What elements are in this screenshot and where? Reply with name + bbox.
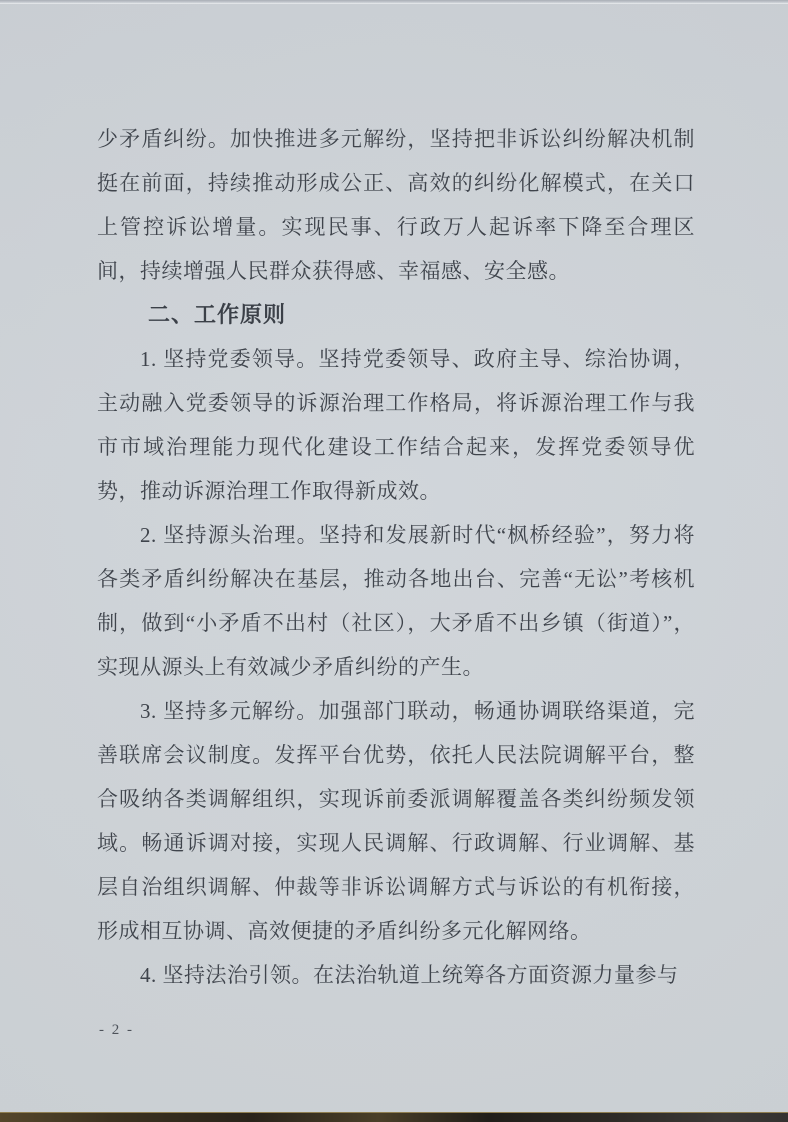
paragraph-continuation: 少矛盾纠纷。加快推进多元解纷，坚持把非诉讼纠纷解决机制挺在前面，持续推动形成公正、高效的纠纷化解模式，在关口上管控诉讼增量。实现民事、行政万人起诉率下降至合理区间，持续增强人民群众获得感、幸福感、安全感。 [97, 127, 695, 283]
section-heading: 二、工作原则 [148, 302, 287, 327]
paragraph-principle-4: 4. 坚持法治引领。在法治轨道上统筹各方面资源力量参与 [140, 963, 679, 987]
scan-top-edge [0, 0, 788, 4]
document-body [97, 117, 695, 997]
page-number: - 2 - [99, 1022, 134, 1038]
paragraph-principle-1: 1. 坚持党委领导。坚持党委领导、政府主导、综治协调，主动融入党委领导的诉源治理工作格局，将诉源治理工作与我市市域治理能力现代化建设工作结合起来，发挥党委领导优势，推动诉源治理工作取得新成效。 [97, 347, 695, 503]
paragraph-principle-2: 2. 坚持源头治理。坚持和发展新时代“枫桥经验”，努力将各类矛盾纠纷解决在基层，推动各地出台、完善“无讼”考核机制，做到“小矛盾不出村（社区），大矛盾不出乡镇（街道）”，实现从源头上有效减少矛盾纠纷的产生。 [97, 523, 695, 679]
scan-bottom-edge [0, 1112, 788, 1122]
paragraph-principle-3: 3. 坚持多元解纷。加强部门联动，畅通协调联络渠道，完善联席会议制度。发挥平台优势，依托人民法院调解平台，整合吸纳各类调解组织，实现诉前委派调解覆盖各类纠纷频发领域。畅通诉调对接，实现人民调解、行政调解、行业调解、基层自治组织调解、仲裁等非诉讼调解方式与诉讼的有机衔接，形成相互协调、高效便捷的矛盾纠纷多元化解网络。 [97, 699, 695, 943]
